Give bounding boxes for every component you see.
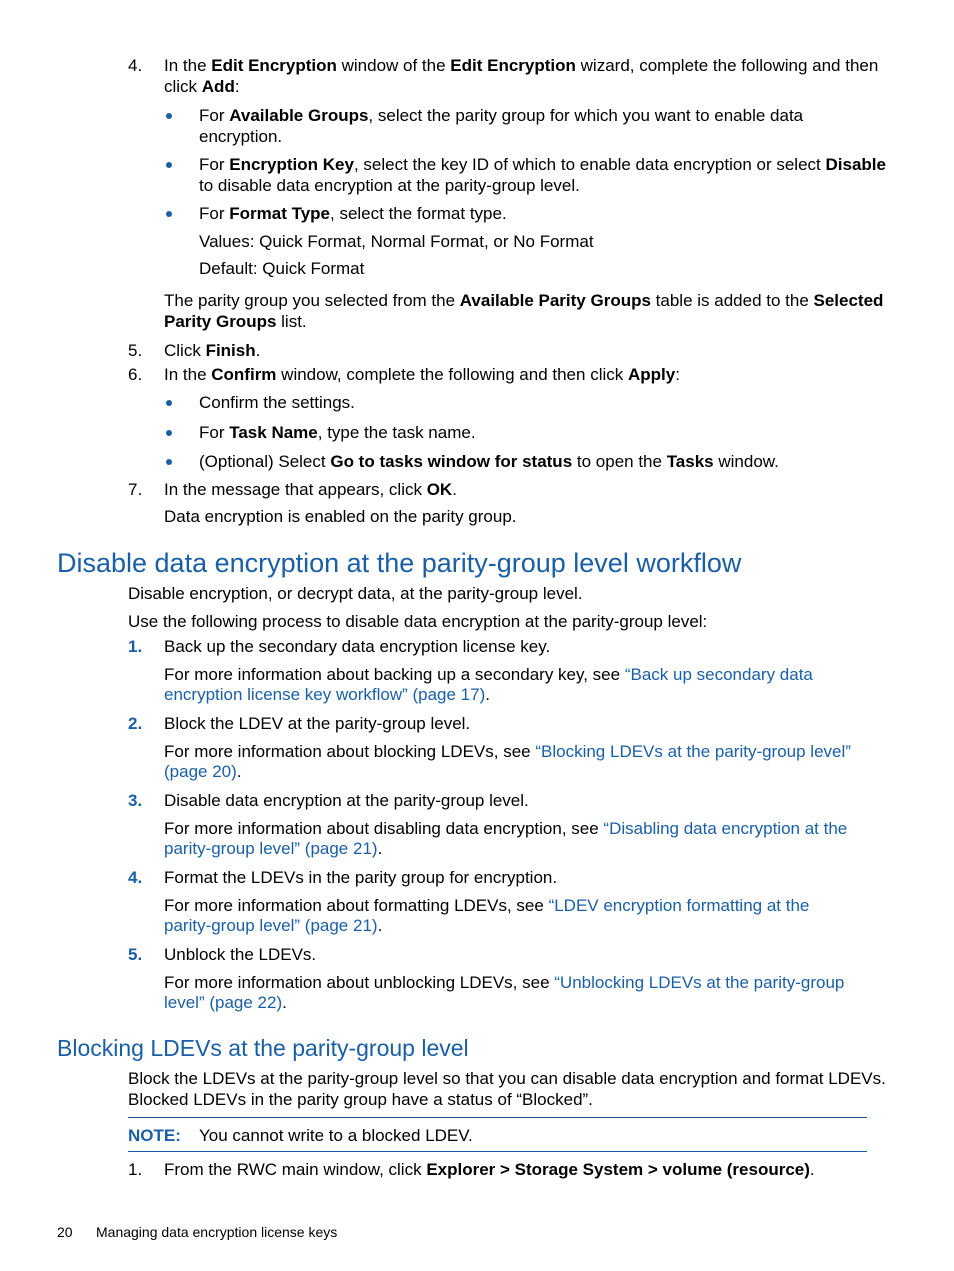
note-bottom-rule xyxy=(128,1151,867,1152)
default-text: Default: Quick Format xyxy=(199,259,365,278)
result-text: The parity group you selected from the Available Parity Groups table is added to the Selected xyxy=(164,291,884,310)
step-info: encryption license key workflow” (page 17). xyxy=(164,685,490,704)
note-label: NOTE: xyxy=(128,1126,181,1145)
cross-reference-link[interactable]: parity-group level” (page 21) xyxy=(164,839,378,858)
step-info: For more information about formatting LDEVs, see “LDEV encryption formatting at the xyxy=(164,896,810,915)
step-text: From the RWC main window, click Explorer > Storage System > volume (resource). xyxy=(164,1160,815,1179)
step-text: Disable data encryption at the parity-group level. xyxy=(164,791,529,810)
step-info: For more information about backing up a secondary key, see “Back up secondary data xyxy=(164,665,813,684)
step-info: (page 20). xyxy=(164,762,242,781)
cross-reference-link[interactable]: “Back up secondary data xyxy=(624,665,813,684)
step-number: 2. xyxy=(128,714,143,733)
step-text: click Add: xyxy=(164,77,240,96)
intro-text: Use the following process to disable data encryption at the parity-group level: xyxy=(128,612,708,631)
bullet-icon xyxy=(166,211,172,217)
bullet-text: Confirm the settings. xyxy=(199,393,355,412)
cross-reference-link[interactable]: (page 20) xyxy=(164,762,237,781)
step-text: In the Confirm window, complete the following and then click Apply: xyxy=(164,365,680,384)
step-info: parity-group level” (page 21). xyxy=(164,839,383,858)
bullet-text: (Optional) Select Go to tasks window for status to open the Tasks window. xyxy=(199,452,779,471)
step-text: In the message that appears, click OK. xyxy=(164,480,457,499)
step-number: 6. xyxy=(128,365,143,384)
note-text: You cannot write to a blocked LDEV. xyxy=(199,1126,473,1145)
step-number: 3. xyxy=(128,791,143,810)
paragraph-text: Block the LDEVs at the parity-group level so that you can disable data encryption and format LDEVs. xyxy=(128,1069,886,1088)
step-number: 1. xyxy=(128,1160,143,1179)
step-text: Back up the secondary data encryption license key. xyxy=(164,637,551,656)
step-number: 5. xyxy=(128,945,143,964)
step-text: Format the LDEVs in the parity group for encryption. xyxy=(164,868,558,887)
paragraph-text: Blocked LDEVs in the parity group have a status of “Blocked”. xyxy=(128,1090,593,1109)
step-text: Click Finish. xyxy=(164,341,261,360)
cross-reference-link[interactable]: “Unblocking LDEVs at the parity-group xyxy=(554,973,845,992)
step-text: In the Edit Encryption window of the Edit Encryption wizard, complete the following and then xyxy=(164,56,879,75)
bullet-text: For Task Name, type the task name. xyxy=(199,423,476,442)
bullet-text: encryption. xyxy=(199,127,283,146)
step-info: level” (page 22). xyxy=(164,993,287,1012)
cross-reference-link[interactable]: level” (page 22) xyxy=(164,993,283,1012)
step-info: For more information about disabling data encryption, see “Disabling data encryption at the xyxy=(164,819,848,838)
bullet-icon xyxy=(166,430,172,436)
step-text: Block the LDEV at the parity-group level. xyxy=(164,714,471,733)
bullet-text: For Available Groups, select the parity group for which you want to enable data xyxy=(199,106,804,125)
result-text: Data encryption is enabled on the parity group. xyxy=(164,507,517,526)
result-text: Parity Groups list. xyxy=(164,312,307,331)
step-number: 4. xyxy=(128,868,143,887)
cross-reference-link[interactable]: “LDEV encryption formatting at the xyxy=(548,896,810,915)
bullet-text: For Format Type, select the format type. xyxy=(199,204,507,223)
bullet-icon xyxy=(166,400,172,406)
note-top-rule xyxy=(128,1117,867,1118)
step-info: For more information about unblocking LDEVs, see “Unblocking LDEVs at the parity-group xyxy=(164,973,845,992)
step-number: 4. xyxy=(128,56,143,75)
values-text: Values: Quick Format, Normal Format, or No Format xyxy=(199,232,594,251)
step-number: 1. xyxy=(128,637,143,656)
bullet-icon xyxy=(166,162,172,168)
intro-text: Disable encryption, or decrypt data, at the parity-group level. xyxy=(128,584,583,603)
bullet-text: For Encryption Key, select the key ID of which to enable data encryption or select Disable xyxy=(199,155,886,174)
step-info: parity-group level” (page 21). xyxy=(164,916,383,935)
step-info: For more information about blocking LDEVs, see “Blocking LDEVs at the parity-group level” xyxy=(164,742,851,761)
subsection-heading: Blocking LDEVs at the parity-group level xyxy=(57,1035,469,1061)
bullet-icon xyxy=(166,113,172,119)
section-heading: Disable data encryption at the parity-group level workflow xyxy=(57,548,742,578)
step-number: 5. xyxy=(128,341,143,360)
chapter-title: Managing data encryption license keys xyxy=(96,1224,338,1240)
bullet-icon xyxy=(166,459,172,465)
cross-reference-link[interactable]: “Disabling data encryption at the xyxy=(603,819,848,838)
page-number: 20 xyxy=(57,1224,73,1240)
step-text: Unblock the LDEVs. xyxy=(164,945,317,964)
cross-reference-link[interactable]: parity-group level” (page 21) xyxy=(164,916,378,935)
cross-reference-link[interactable]: “Blocking LDEVs at the parity-group level” xyxy=(535,742,851,761)
bullet-text: to disable data encryption at the parity-group level. xyxy=(199,176,580,195)
cross-reference-link[interactable]: encryption license key workflow” (page 17) xyxy=(164,685,486,704)
step-number: 7. xyxy=(128,480,143,499)
